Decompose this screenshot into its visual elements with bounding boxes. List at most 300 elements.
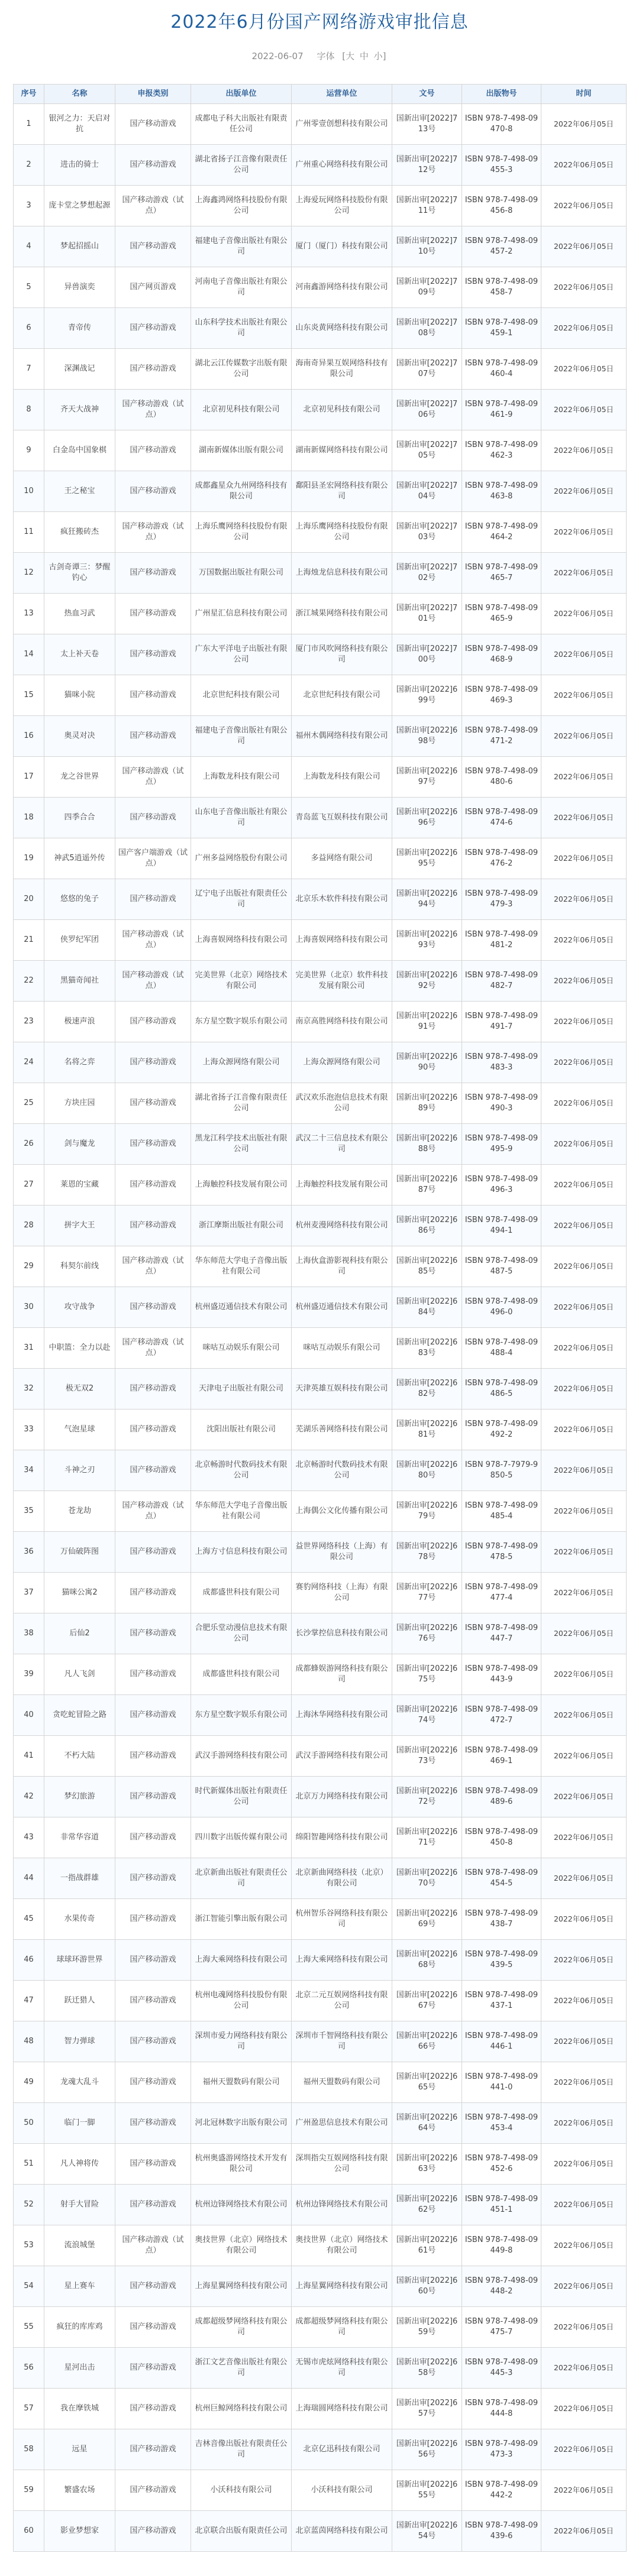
cell-date: 2022年06月05日 <box>541 1573 627 1613</box>
cell-date: 2022年06月05日 <box>541 2103 627 2144</box>
cell-category: 国产移动游戏 <box>115 1002 191 1042</box>
cell-approval-number: 国新出审[2022]658号 <box>392 2348 462 2389</box>
table-row <box>14 2144 627 2185</box>
cell-isbn: ISBN 978-7-498-09482-7 <box>462 961 541 1002</box>
cell-index: 26 <box>14 1124 44 1165</box>
cell-category: 国产移动游戏 <box>115 1042 191 1083</box>
cell-category: 国产移动游戏 <box>115 1695 191 1736</box>
cell-index: 2 <box>14 145 44 186</box>
cell-game-name: 猫咪公寓2 <box>44 1573 115 1613</box>
cell-approval-number: 国新出审[2022]660号 <box>392 2266 462 2307</box>
cell-publisher: 浙江智能引擎出版有限公司 <box>191 1899 292 1940</box>
cell-date: 2022年06月05日 <box>541 2266 627 2307</box>
cell-game-name: 四季合合 <box>44 798 115 838</box>
cell-approval-number: 国新出审[2022]667号 <box>392 1981 462 2021</box>
cell-approval-number: 国新出审[2022]676号 <box>392 1613 462 1654</box>
cell-operator: 上海瑞圆网络科技有限公司 <box>292 2389 392 2429</box>
cell-operator: 福州天盟数码有限公司 <box>292 2062 392 2103</box>
cell-game-name: 中职篮：全力以赴 <box>44 1328 115 1369</box>
cell-category: 国产移动游戏 <box>115 349 191 390</box>
cell-category: 国产客户端游戏（试点） <box>115 838 191 879</box>
cell-game-name: 万仙破阵图 <box>44 1532 115 1573</box>
cell-publisher: 上海触控科技发展有限公司 <box>191 1165 292 1206</box>
cell-approval-number: 国新出审[2022]688号 <box>392 1124 462 1165</box>
cell-publisher: 上海众源网络有限公司 <box>191 1042 292 1083</box>
cell-game-name: 太上补天卷 <box>44 634 115 675</box>
cell-category: 国产移动游戏 <box>115 1124 191 1165</box>
table-row <box>14 1736 627 1777</box>
cell-game-name: 后仙2 <box>44 1613 115 1654</box>
cell-category: 国产移动游戏 <box>115 2144 191 2185</box>
table-row <box>14 2470 627 2511</box>
cell-isbn: ISBN 978-7-498-09479-3 <box>462 879 541 920</box>
cell-game-name: 跃迁猎人 <box>44 1981 115 2021</box>
cell-approval-number: 国新出审[2022]696号 <box>392 798 462 838</box>
cell-operator: 武汉欢乐泡泡信息技术有限公司 <box>292 1083 392 1124</box>
table-row <box>14 1083 627 1124</box>
cell-index: 55 <box>14 2307 44 2348</box>
cell-approval-number: 国新出审[2022]702号 <box>392 553 462 594</box>
cell-date: 2022年06月05日 <box>541 2185 627 2225</box>
table-row <box>14 1287 627 1328</box>
cell-approval-number: 国新出审[2022]685号 <box>392 1246 462 1287</box>
cell-publisher: 上海数龙科技有限公司 <box>191 757 292 798</box>
cell-game-name: 白金岛中国象棋 <box>44 430 115 471</box>
table-row <box>14 226 627 267</box>
cell-isbn: ISBN 978-7-498-09474-6 <box>462 798 541 838</box>
cell-date: 2022年06月05日 <box>541 2389 627 2429</box>
cell-isbn: ISBN 978-7-498-09481-2 <box>462 920 541 961</box>
font-size-medium-button[interactable]: 中 <box>359 51 369 61</box>
cell-approval-number: 国新出审[2022]663号 <box>392 2144 462 2185</box>
cell-isbn: ISBN 978-7-498-09438-7 <box>462 1899 541 1940</box>
cell-category: 国产移动游戏（试点） <box>115 390 191 430</box>
cell-isbn: ISBN 978-7-498-09454-5 <box>462 1858 541 1899</box>
cell-category: 国产移动游戏 <box>115 430 191 471</box>
table-row <box>14 675 627 716</box>
cell-isbn: ISBN 978-7-498-09457-2 <box>462 226 541 267</box>
cell-index: 44 <box>14 1858 44 1899</box>
cell-isbn: ISBN 978-7-498-09475-7 <box>462 2307 541 2348</box>
cell-operator: 杭州盛迈通信技术有限公司 <box>292 1287 392 1328</box>
cell-date: 2022年06月05日 <box>541 2144 627 2185</box>
cell-game-name: 莱恩的宝藏 <box>44 1165 115 1206</box>
cell-index: 38 <box>14 1613 44 1654</box>
cell-publisher: 东方星空数字娱乐有限公司 <box>191 1695 292 1736</box>
cell-category: 国产移动游戏（试点） <box>115 920 191 961</box>
column-header-approval-number: 文号 <box>392 85 462 104</box>
cell-category: 国产移动游戏 <box>115 1206 191 1246</box>
cell-index: 45 <box>14 1899 44 1940</box>
cell-index: 7 <box>14 349 44 390</box>
cell-index: 22 <box>14 961 44 1002</box>
cell-publisher: 湖南新媒体出版有限公司 <box>191 430 292 471</box>
cell-index: 30 <box>14 1287 44 1328</box>
cell-date: 2022年06月05日 <box>541 1981 627 2021</box>
cell-date: 2022年06月05日 <box>541 1940 627 1981</box>
column-header-date: 时间 <box>541 85 627 104</box>
cell-operator: 上海沐华网络科技有限公司 <box>292 1695 392 1736</box>
cell-publisher: 河北冠林数字出版有限公司 <box>191 2103 292 2144</box>
cell-isbn: ISBN 978-7-498-09470-8 <box>462 104 541 145</box>
cell-category: 国产移动游戏 <box>115 2348 191 2389</box>
cell-game-name: 我在摩铁城 <box>44 2389 115 2429</box>
cell-category: 国产移动游戏 <box>115 634 191 675</box>
cell-date: 2022年06月05日 <box>541 920 627 961</box>
cell-date: 2022年06月05日 <box>541 553 627 594</box>
column-header-operator: 运营单位 <box>292 85 392 104</box>
cell-operator: 杭州智乐谷网络科技有限公司 <box>292 1899 392 1940</box>
cell-date: 2022年06月05日 <box>541 390 627 430</box>
cell-category: 国产移动游戏 <box>115 594 191 634</box>
cell-approval-number: 国新出审[2022]711号 <box>392 186 462 226</box>
cell-game-name: 贪吃蛇冒险之路 <box>44 1695 115 1736</box>
cell-operator: 上海乐鹰网络科技股份有限公司 <box>292 512 392 553</box>
cell-publisher: 小沃科技有限公司 <box>191 2470 292 2511</box>
table-row <box>14 1246 627 1287</box>
cell-category: 国产移动游戏 <box>115 1777 191 1817</box>
cell-game-name: 非常华容道 <box>44 1817 115 1858</box>
table-row <box>14 2021 627 2062</box>
cell-game-name: 繁盛农场 <box>44 2470 115 2511</box>
cell-approval-number: 国新出审[2022]675号 <box>392 1654 462 1695</box>
table-row <box>14 716 627 757</box>
cell-publisher: 杭州盛迈通信技术有限公司 <box>191 1287 292 1328</box>
cell-approval-number: 国新出审[2022]674号 <box>392 1695 462 1736</box>
cell-isbn: ISBN 978-7-498-09477-4 <box>462 1573 541 1613</box>
cell-publisher: 完美世界（北京）网络技术有限公司 <box>191 961 292 1002</box>
cell-approval-number: 国新出审[2022]661号 <box>392 2225 462 2266</box>
cell-category: 国产移动游戏 <box>115 1287 191 1328</box>
cell-category: 国产移动游戏（试点） <box>115 512 191 553</box>
cell-isbn: ISBN 978-7-7979-9850-5 <box>462 1450 541 1491</box>
table-row <box>14 1042 627 1083</box>
cell-isbn: ISBN 978-7-498-09439-5 <box>462 1940 541 1981</box>
cell-operator: 赛豹网络科技（上海）有限公司 <box>292 1573 392 1613</box>
cell-isbn: ISBN 978-7-498-09446-1 <box>462 2021 541 2062</box>
cell-publisher: 广州星汇信息科技有限公司 <box>191 594 292 634</box>
table-row <box>14 1124 627 1165</box>
cell-publisher: 上海喜娱网络科技有限公司 <box>191 920 292 961</box>
cell-publisher: 杭州电魂网络科技股份有限公司 <box>191 1981 292 2021</box>
cell-game-name: 侠罗纪军团 <box>44 920 115 961</box>
cell-category: 国产移动游戏 <box>115 1083 191 1124</box>
cell-index: 36 <box>14 1532 44 1573</box>
cell-operator: 广州盈思信息技术有限公司 <box>292 2103 392 2144</box>
cell-approval-number: 国新出审[2022]701号 <box>392 594 462 634</box>
cell-approval-number: 国新出审[2022]713号 <box>392 104 462 145</box>
cell-index: 24 <box>14 1042 44 1083</box>
cell-isbn: ISBN 978-7-498-09464-2 <box>462 512 541 553</box>
cell-publisher: 上海大乘网络科技有限公司 <box>191 1940 292 1981</box>
cell-approval-number: 国新出审[2022]679号 <box>392 1491 462 1532</box>
cell-index: 39 <box>14 1654 44 1695</box>
cell-approval-number: 国新出审[2022]707号 <box>392 349 462 390</box>
cell-date: 2022年06月05日 <box>541 1491 627 1532</box>
cell-isbn: ISBN 978-7-498-09492-2 <box>462 1409 541 1450</box>
cell-isbn: ISBN 978-7-498-09472-7 <box>462 1695 541 1736</box>
cell-game-name: 射手大冒险 <box>44 2185 115 2225</box>
cell-operator: 广州零壹创想科技有限公司 <box>292 104 392 145</box>
cell-index: 51 <box>14 2144 44 2185</box>
cell-isbn: ISBN 978-7-498-09448-2 <box>462 2266 541 2307</box>
font-size-large-button[interactable]: [大 <box>342 51 355 61</box>
cell-game-name: 影业梦想家 <box>44 2511 115 2552</box>
cell-publisher: 武汉手游网络科技有限公司 <box>191 1736 292 1777</box>
cell-category: 国产移动游戏（试点） <box>115 186 191 226</box>
cell-index: 32 <box>14 1369 44 1409</box>
table-row <box>14 2185 627 2225</box>
cell-isbn: ISBN 978-7-498-09496-0 <box>462 1287 541 1328</box>
cell-date: 2022年06月05日 <box>541 1532 627 1573</box>
table-row <box>14 961 627 1002</box>
cell-index: 41 <box>14 1736 44 1777</box>
cell-date: 2022年06月05日 <box>541 1246 627 1287</box>
cell-publisher: 山东科学技术出版社有限公司 <box>191 308 292 349</box>
cell-category: 国产移动游戏 <box>115 553 191 594</box>
cell-publisher: 北京新曲出版社有限责任公司 <box>191 1858 292 1899</box>
cell-category: 国产移动游戏 <box>115 2307 191 2348</box>
column-header-isbn: 出版物号 <box>462 85 541 104</box>
table-row <box>14 2348 627 2389</box>
cell-publisher: 北京初见科技有限公司 <box>191 390 292 430</box>
cell-date: 2022年06月05日 <box>541 1206 627 1246</box>
cell-index: 6 <box>14 308 44 349</box>
cell-approval-number: 国新出审[2022]691号 <box>392 1002 462 1042</box>
cell-approval-number: 国新出审[2022]698号 <box>392 716 462 757</box>
cell-index: 48 <box>14 2021 44 2062</box>
cell-publisher: 杭州边锋网络技术有限公司 <box>191 2185 292 2225</box>
cell-approval-number: 国新出审[2022]687号 <box>392 1165 462 1206</box>
cell-isbn: ISBN 978-7-498-09476-2 <box>462 838 541 879</box>
cell-index: 34 <box>14 1450 44 1491</box>
cell-isbn: ISBN 978-7-498-09491-7 <box>462 1002 541 1042</box>
cell-index: 56 <box>14 2348 44 2389</box>
cell-game-name: 智力弹球 <box>44 2021 115 2062</box>
cell-publisher: 合肥乐堂动漫信息技术有限公司 <box>191 1613 292 1654</box>
cell-date: 2022年06月05日 <box>541 2511 627 2552</box>
table-row <box>14 2103 627 2144</box>
cell-index: 35 <box>14 1491 44 1532</box>
cell-isbn: ISBN 978-7-498-09445-3 <box>462 2348 541 2389</box>
cell-publisher: 咪咕互动娱乐有限公司 <box>191 1328 292 1369</box>
cell-category: 国产移动游戏（试点） <box>115 2225 191 2266</box>
cell-operator: 深圳指尖互娱网络科技有限公司 <box>292 2144 392 2185</box>
cell-publisher: 浙江摩斯出版社有限公司 <box>191 1206 292 1246</box>
cell-operator: 北京世纪科技有限公司 <box>292 675 392 716</box>
table-row <box>14 2266 627 2307</box>
cell-isbn: ISBN 978-7-498-09490-3 <box>462 1083 541 1124</box>
cell-isbn: ISBN 978-7-498-09443-9 <box>462 1654 541 1695</box>
cell-operator: 上海大乘网络科技有限公司 <box>292 1940 392 1981</box>
cell-approval-number: 国新出审[2022]681号 <box>392 1409 462 1450</box>
cell-category: 国产移动游戏 <box>115 1369 191 1409</box>
table-row <box>14 2429 627 2470</box>
cell-isbn: ISBN 978-7-498-09483-3 <box>462 1042 541 1083</box>
cell-approval-number: 国新出审[2022]692号 <box>392 961 462 1002</box>
cell-isbn: ISBN 978-7-498-09449-8 <box>462 2225 541 2266</box>
cell-game-name: 齐天大战神 <box>44 390 115 430</box>
cell-approval-number: 国新出审[2022]672号 <box>392 1777 462 1817</box>
cell-publisher: 万国数据出版社有限公司 <box>191 553 292 594</box>
cell-date: 2022年06月05日 <box>541 1695 627 1736</box>
cell-game-name: 热血习武 <box>44 594 115 634</box>
cell-category: 国产网页游戏 <box>115 267 191 308</box>
cell-date: 2022年06月05日 <box>541 757 627 798</box>
table-row <box>14 1206 627 1246</box>
cell-approval-number: 国新出审[2022]684号 <box>392 1287 462 1328</box>
cell-operator: 北京二元互娱网络科技有限公司 <box>292 1981 392 2021</box>
table-row <box>14 1369 627 1409</box>
column-header-name: 名称 <box>44 85 115 104</box>
page-title: 2022年6月份国产网络游戏审批信息 <box>170 12 469 33</box>
cell-game-name: 神武5逍遥外传 <box>44 838 115 879</box>
table-row <box>14 879 627 920</box>
cell-index: 12 <box>14 553 44 594</box>
cell-publisher: 华东师范大学电子音像出版社有限公司 <box>191 1246 292 1287</box>
cell-game-name: 不朽大陆 <box>44 1736 115 1777</box>
cell-approval-number: 国新出审[2022]706号 <box>392 390 462 430</box>
cell-publisher: 上海鑫鸿网络科技股份有限公司 <box>191 186 292 226</box>
cell-date: 2022年06月05日 <box>541 226 627 267</box>
cell-game-name: 龙魂大乱斗 <box>44 2062 115 2103</box>
cell-approval-number: 国新出审[2022]699号 <box>392 675 462 716</box>
table-row <box>14 145 627 186</box>
cell-publisher: 成都超级梦网络科技有限公司 <box>191 2307 292 2348</box>
cell-operator: 上海喜娱网络科技有限公司 <box>292 920 392 961</box>
cell-operator: 杭州边锋网络技术有限公司 <box>292 2185 392 2225</box>
cell-category: 国产移动游戏（试点） <box>115 757 191 798</box>
cell-date: 2022年06月05日 <box>541 1654 627 1695</box>
cell-operator: 武汉二十三信息技术有限公司 <box>292 1124 392 1165</box>
cell-index: 4 <box>14 226 44 267</box>
cell-approval-number: 国新出审[2022]705号 <box>392 430 462 471</box>
cell-operator: 成都蜂娱游网络科技有限公司 <box>292 1654 392 1695</box>
cell-index: 47 <box>14 1981 44 2021</box>
cell-operator: 北京万力网络科技有限公司 <box>292 1777 392 1817</box>
cell-operator: 湖南新媒网络科技有限公司 <box>292 430 392 471</box>
cell-date: 2022年06月05日 <box>541 1899 627 1940</box>
cell-publisher: 河南电子音像出版社有限公司 <box>191 267 292 308</box>
cell-approval-number: 国新出审[2022]709号 <box>392 267 462 308</box>
cell-approval-number: 国新出审[2022]712号 <box>392 145 462 186</box>
table-row <box>14 553 627 594</box>
table-row <box>14 104 627 145</box>
table-row <box>14 1777 627 1817</box>
cell-category: 国产移动游戏 <box>115 2429 191 2470</box>
table-row <box>14 1409 627 1450</box>
cell-publisher: 福建电子音像出版社有限公司 <box>191 226 292 267</box>
cell-operator: 河南鑫游网络科技有限公司 <box>292 267 392 308</box>
table-body <box>14 104 627 2552</box>
table-row <box>14 471 627 512</box>
cell-game-name: 水果传奇 <box>44 1899 115 1940</box>
cell-category: 国产移动游戏 <box>115 308 191 349</box>
cell-publisher: 东方星空数字娱乐有限公司 <box>191 1002 292 1042</box>
cell-game-name: 斗神之刃 <box>44 1450 115 1491</box>
cell-operator: 天津英雄互娱科技有限公司 <box>292 1369 392 1409</box>
cell-game-name: 梦起招摇山 <box>44 226 115 267</box>
cell-game-name: 古剑奇谭三：梦醒钓心 <box>44 553 115 594</box>
cell-publisher: 黑龙江科学技术出版社有限公司 <box>191 1124 292 1165</box>
table-row <box>14 1002 627 1042</box>
cell-category: 国产移动游戏 <box>115 1817 191 1858</box>
cell-publisher: 北京联合出版有限责任公司 <box>191 2511 292 2552</box>
cell-index: 25 <box>14 1083 44 1124</box>
cell-approval-number: 国新出审[2022]680号 <box>392 1450 462 1491</box>
table-row <box>14 308 627 349</box>
cell-date: 2022年06月05日 <box>541 1083 627 1124</box>
cell-isbn: ISBN 978-7-498-09441-0 <box>462 2062 541 2103</box>
cell-date: 2022年06月05日 <box>541 798 627 838</box>
font-size-small-button[interactable]: 小] <box>373 51 386 61</box>
cell-operator: 北京畅游时代数码技术有限公司 <box>292 1450 392 1491</box>
cell-date: 2022年06月05日 <box>541 145 627 186</box>
cell-index: 31 <box>14 1328 44 1369</box>
cell-approval-number: 国新出审[2022]666号 <box>392 2021 462 2062</box>
cell-operator: 北京乐木软件科技有限公司 <box>292 879 392 920</box>
table-row <box>14 920 627 961</box>
cell-game-name: 异兽演奕 <box>44 267 115 308</box>
cell-date: 2022年06月05日 <box>541 1450 627 1491</box>
cell-publisher: 天津电子出版社有限公司 <box>191 1369 292 1409</box>
table-row <box>14 349 627 390</box>
cell-isbn: ISBN 978-7-498-09495-9 <box>462 1124 541 1165</box>
cell-index: 42 <box>14 1777 44 1817</box>
cell-publisher: 湖北省扬子江音像有限责任公司 <box>191 1083 292 1124</box>
cell-publisher: 成都电子科大出版社有限责任公司 <box>191 104 292 145</box>
cell-operator: 广州重心网络科技有限公司 <box>292 145 392 186</box>
cell-category: 国产移动游戏 <box>115 2103 191 2144</box>
cell-isbn: ISBN 978-7-498-09439-6 <box>462 2511 541 2552</box>
cell-game-name: 方块庄园 <box>44 1083 115 1124</box>
cell-date: 2022年06月05日 <box>541 2307 627 2348</box>
cell-operator: 北京初见科技有限公司 <box>292 390 392 430</box>
cell-approval-number: 国新出审[2022]682号 <box>392 1369 462 1409</box>
table-row <box>14 1654 627 1695</box>
cell-date: 2022年06月05日 <box>541 675 627 716</box>
cell-category: 国产移动游戏（试点） <box>115 961 191 1002</box>
cell-publisher: 深圳市爱力网络科技有限公司 <box>191 2021 292 2062</box>
cell-isbn: ISBN 978-7-498-09452-6 <box>462 2144 541 2185</box>
cell-index: 27 <box>14 1165 44 1206</box>
cell-operator: 上海爱玩网络科技股份有限公司 <box>292 186 392 226</box>
cell-date: 2022年06月05日 <box>541 1002 627 1042</box>
cell-game-name: 星上赛车 <box>44 2266 115 2307</box>
table-row <box>14 267 627 308</box>
table-row <box>14 1450 627 1491</box>
cell-category: 国产移动游戏 <box>115 145 191 186</box>
cell-index: 58 <box>14 2429 44 2470</box>
cell-index: 14 <box>14 634 44 675</box>
cell-approval-number: 国新出审[2022]668号 <box>392 1940 462 1981</box>
cell-operator: 浙江城果网络科技有限公司 <box>292 594 392 634</box>
cell-isbn: ISBN 978-7-498-09473-3 <box>462 2429 541 2470</box>
cell-isbn: ISBN 978-7-498-09459-1 <box>462 308 541 349</box>
table-row <box>14 1858 627 1899</box>
cell-date: 2022年06月05日 <box>541 2225 627 2266</box>
cell-operator: 海南奇异果互娱网络科技有限公司 <box>292 349 392 390</box>
cell-game-name: 进击的骑士 <box>44 145 115 186</box>
cell-isbn: ISBN 978-7-498-09465-7 <box>462 553 541 594</box>
cell-index: 3 <box>14 186 44 226</box>
cell-approval-number: 国新出审[2022]671号 <box>392 1817 462 1858</box>
cell-category: 国产移动游戏 <box>115 2021 191 2062</box>
cell-game-name: 剑与魔龙 <box>44 1124 115 1165</box>
cell-publisher: 华东师范大学电子音像出版社有限公司 <box>191 1491 292 1532</box>
cell-category: 国产移动游戏 <box>115 2185 191 2225</box>
cell-publisher: 湖北省扬子江音像有限责任公司 <box>191 145 292 186</box>
